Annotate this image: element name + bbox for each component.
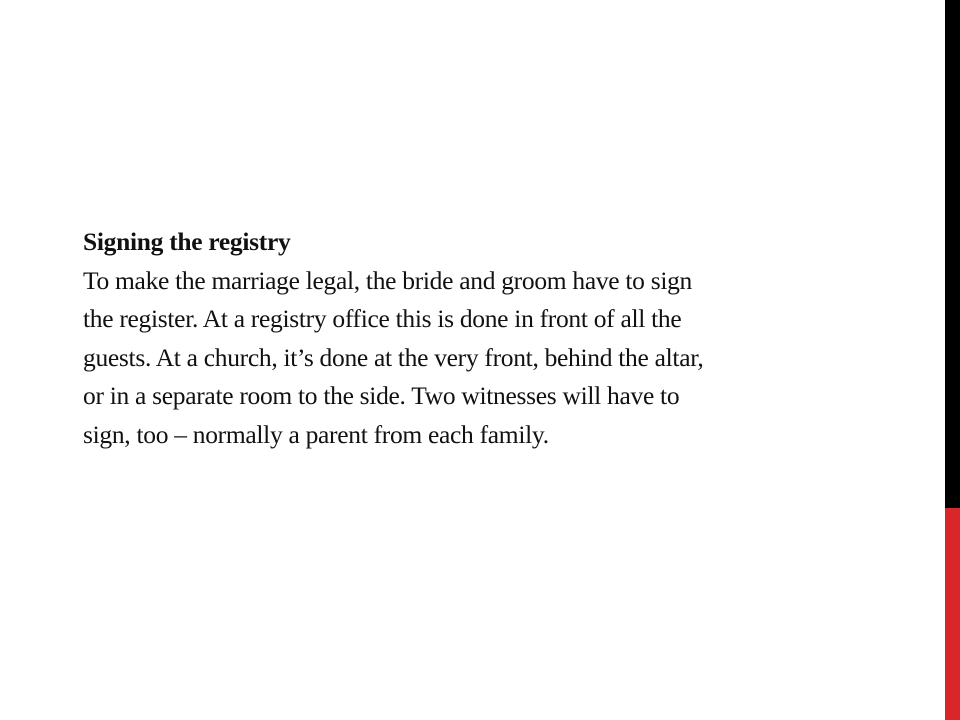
side-bar-red-segment	[945, 508, 960, 720]
body-line: sign, too – normally a parent from each family.	[83, 419, 549, 449]
slide-text-block	[83, 223, 863, 454]
slide-heading: Signing the registry	[83, 227, 291, 256]
body-line: the register. At a registry office this is done in front of all the	[83, 304, 682, 333]
body-line: or in a separate room to the side. Two witnesses will have to	[83, 381, 680, 410]
decorative-side-bar	[945, 0, 960, 720]
body-line: To make the marriage legal, the bride and groom have to sign	[83, 265, 693, 295]
body-line: guests. At a church, it’s done at the very front, behind the altar,	[83, 342, 704, 372]
side-bar-black-segment	[945, 0, 960, 508]
